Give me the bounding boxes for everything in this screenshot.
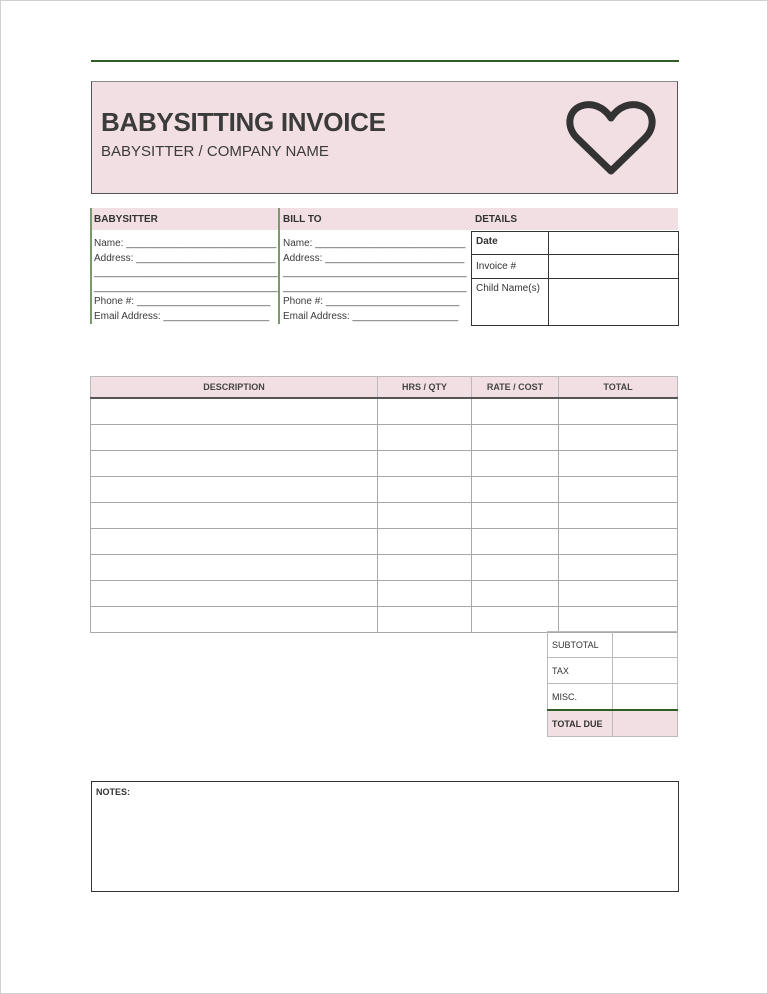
total-cell[interactable] <box>559 555 678 581</box>
babysitter-label: BABYSITTER <box>94 214 158 225</box>
table-row <box>91 398 678 425</box>
babysitter-email-field[interactable]: Email Address: ___________________ <box>94 310 270 322</box>
table-row <box>91 607 678 633</box>
description-cell[interactable] <box>91 529 378 555</box>
misc-value[interactable] <box>613 684 678 711</box>
qty-cell[interactable] <box>378 398 472 425</box>
bill-to-address-line-2[interactable]: _________________________________ <box>283 267 467 278</box>
total-cell[interactable] <box>559 529 678 555</box>
total-cell[interactable] <box>559 451 678 477</box>
description-cell[interactable] <box>91 581 378 607</box>
rate-cell[interactable] <box>472 398 559 425</box>
qty-cell[interactable] <box>378 451 472 477</box>
qty-cell[interactable] <box>378 425 472 451</box>
total-due-row <box>548 710 678 737</box>
details-table <box>471 231 679 326</box>
subtotal-label: SUBTOTAL <box>548 632 613 658</box>
details-row-child <box>472 279 679 326</box>
total-due-value[interactable] <box>613 710 678 737</box>
tax-row <box>548 658 678 684</box>
table-row <box>91 529 678 555</box>
rate-cell[interactable] <box>472 529 559 555</box>
description-cell[interactable] <box>91 477 378 503</box>
total-cell[interactable] <box>559 581 678 607</box>
notes-label: NOTES: <box>96 787 131 797</box>
date-value[interactable] <box>549 232 679 255</box>
top-divider <box>91 60 679 62</box>
babysitter-address-field[interactable]: Address: _________________________ <box>94 252 276 264</box>
table-row <box>91 503 678 529</box>
bill-to-divider <box>278 208 280 324</box>
babysitter-divider <box>90 208 92 324</box>
tax-label: TAX <box>548 658 613 684</box>
details-label: DETAILS <box>475 214 518 225</box>
table-row <box>91 555 678 581</box>
bill-to-address-field[interactable]: Address: _________________________ <box>283 252 465 264</box>
rate-cell[interactable] <box>472 607 559 633</box>
misc-row <box>548 684 678 711</box>
rate-cell[interactable] <box>472 425 559 451</box>
rate-cell[interactable] <box>472 477 559 503</box>
child-names-value[interactable] <box>549 279 679 326</box>
rate-cell[interactable] <box>472 555 559 581</box>
table-row <box>91 451 678 477</box>
babysitter-address-line-3[interactable]: _________________________________ <box>94 281 278 293</box>
total-cell[interactable] <box>559 503 678 529</box>
description-cell[interactable] <box>91 607 378 633</box>
table-row <box>91 477 678 503</box>
line-items-table <box>90 376 678 633</box>
qty-cell[interactable] <box>378 581 472 607</box>
qty-cell[interactable] <box>378 607 472 633</box>
heart-icon <box>566 101 656 177</box>
bill-to-fields <box>283 237 467 324</box>
description-cell[interactable] <box>91 451 378 477</box>
child-names-label: Child Name(s) <box>472 279 549 326</box>
bill-to-phone-field[interactable]: Phone #: ________________________ <box>283 296 460 307</box>
description-cell[interactable] <box>91 425 378 451</box>
invoice-header <box>91 81 678 194</box>
table-header-row <box>91 377 678 399</box>
column-description: DESCRIPTION <box>91 377 378 399</box>
notes-box[interactable] <box>91 781 679 892</box>
date-label: Date <box>472 232 549 255</box>
total-cell[interactable] <box>559 477 678 503</box>
qty-cell[interactable] <box>378 503 472 529</box>
bill-to-label: BILL TO <box>283 214 322 225</box>
details-row-invoice <box>472 255 679 279</box>
info-section-band <box>90 208 678 230</box>
total-cell[interactable] <box>559 425 678 451</box>
company-name[interactable]: BABYSITTER / COMPANY NAME <box>101 143 329 160</box>
qty-cell[interactable] <box>378 477 472 503</box>
invoice-number-value[interactable] <box>549 255 679 279</box>
summary-table <box>547 631 678 737</box>
bill-to-name-field[interactable]: Name: ___________________________ <box>283 238 466 249</box>
rate-cell[interactable] <box>472 503 559 529</box>
misc-label: MISC. <box>548 684 613 711</box>
babysitter-phone-field[interactable]: Phone #: ________________________ <box>94 296 271 307</box>
qty-cell[interactable] <box>378 555 472 581</box>
total-cell[interactable] <box>559 398 678 425</box>
rate-cell[interactable] <box>472 581 559 607</box>
table-row <box>91 425 678 451</box>
description-cell[interactable] <box>91 555 378 581</box>
description-cell[interactable] <box>91 503 378 529</box>
details-row-date <box>472 232 679 255</box>
babysitter-fields <box>94 237 278 324</box>
invoice-number-label: Invoice # <box>472 255 549 279</box>
page-title: BABYSITTING INVOICE <box>101 107 386 137</box>
total-cell[interactable] <box>559 607 678 633</box>
bill-to-email-field[interactable]: Email Address: ___________________ <box>283 310 459 322</box>
description-cell[interactable] <box>91 398 378 425</box>
column-total: TOTAL <box>559 377 678 399</box>
tax-value[interactable] <box>613 658 678 684</box>
subtotal-value[interactable] <box>613 632 678 658</box>
table-row <box>91 581 678 607</box>
subtotal-row <box>548 632 678 658</box>
babysitter-name-field[interactable]: Name: ___________________________ <box>94 238 277 249</box>
qty-cell[interactable] <box>378 529 472 555</box>
babysitter-address-line-2[interactable]: _________________________________ <box>94 267 278 278</box>
column-rate-cost: RATE / COST <box>472 377 559 399</box>
total-due-label: TOTAL DUE <box>548 710 613 737</box>
bill-to-address-line-3[interactable]: _________________________________ <box>283 281 467 293</box>
rate-cell[interactable] <box>472 451 559 477</box>
column-hrs-qty: HRS / QTY <box>378 377 472 399</box>
